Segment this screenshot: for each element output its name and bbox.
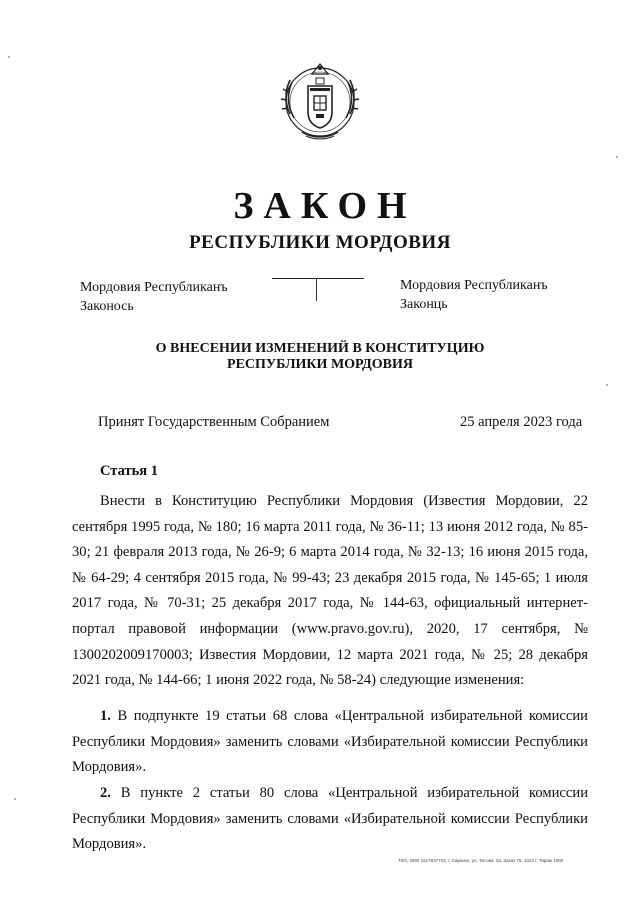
law-title-line2: РЕСПУБЛИКИ МОРДОВИЯ xyxy=(227,357,413,372)
law-title xyxy=(0,341,640,373)
amendment-item-1 xyxy=(72,704,588,781)
moksha-right-line1: Мордовия Республиканъ xyxy=(400,278,548,293)
article-intro-paragraph xyxy=(72,489,588,694)
item-1-text: В подпункте 19 статьи 68 слова «Центральной избирательной комиссии Республики Мордовия» заменить словами «Избирательной комиссии Республики Мордовия». xyxy=(72,708,588,776)
moksha-heading-right xyxy=(400,276,548,314)
article-heading: Статья 1 xyxy=(100,463,158,479)
law-heading: ЗАКОН xyxy=(233,185,417,227)
law-title-line1: О ВНЕСЕНИИ ИЗМЕНЕНИЙ В КОНСТИТУЦИЮ xyxy=(155,341,485,356)
scan-speck xyxy=(8,56,10,58)
adoption-date: 25 апреля 2023 года xyxy=(460,414,583,430)
article-intro-text: Внести в Конституцию Республики Мордовия (Известия Мордовии, 22 сентября 1995 года, № 180; 16 марта 2011 года, № 36-11; 13 июня 2012 года, № 85-30; 21 февраля 2013 года, № 26-9; 6 марта 2014 года, № 32-13; 16 июня 2015 года, № 64-29; 4 сентября 2015 года, № 99-43; 23 декабря 2015 года, № 145-65; 1 июля 2017 года, № 70-31; 25 декабря 2017 года, № 144-63, официальный интернет-портал правовой информации (www.pravo.gov.ru), 2020, 17 сентября, № 1300202009170003; Известия Мордовии, 12 марта 2021 года, № 25; 28 декабря 2021 года, № 144-66; 1 июня 2022 года, № 58-24) следующие изменения: xyxy=(72,493,588,689)
coat-of-arms-emblem xyxy=(272,52,368,148)
amendment-item-2 xyxy=(72,781,588,858)
moksha-right-line2: Законць xyxy=(400,297,448,312)
scan-speck xyxy=(14,798,16,800)
scan-speck xyxy=(606,384,608,386)
adopted-by: Принят Государственным Собранием xyxy=(98,414,330,430)
header-divider-line xyxy=(272,278,364,279)
header-divider-tick xyxy=(316,279,317,301)
moksha-heading-left xyxy=(80,278,228,316)
moksha-left-line2: Законось xyxy=(80,299,134,314)
item-1-number: 1. xyxy=(100,708,111,724)
moksha-left-line1: Мордовия Республиканъ xyxy=(80,280,228,295)
print-imprint: ТКО, 2990 1517837723, г. Саранск, ул. Титова, 2а. Заказ 75. 1022 г. Тираж 1000 xyxy=(398,858,564,863)
republic-heading: РЕСПУБЛИКИ МОРДОВИЯ xyxy=(189,232,451,253)
scan-speck xyxy=(616,156,618,158)
item-2-number: 2. xyxy=(100,785,111,801)
item-2-text: В пункте 2 статьи 80 слова «Центральной избирательной комиссии Республики Мордовия» заменить словами «Избирательной комиссии Республики Мордовия». xyxy=(72,785,589,853)
